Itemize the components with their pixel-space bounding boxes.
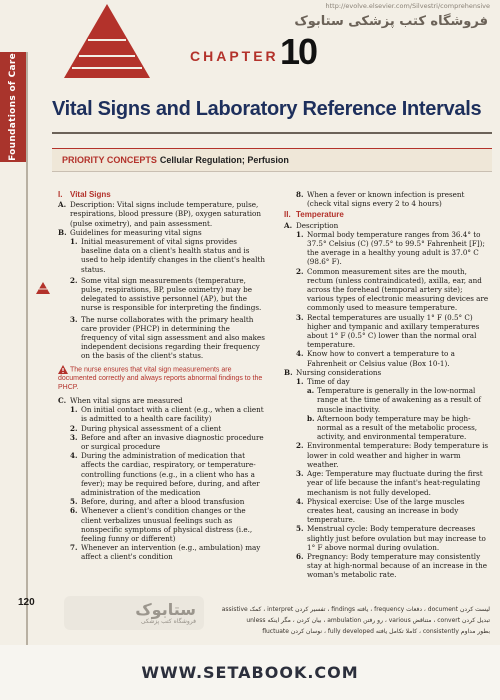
title-rule	[52, 132, 492, 134]
list-item: A. Description: Vital signs include temperature, pulse, respirations, blood pressure (BP), oxygen saturation (pulse oximetry), and pain assessment.	[58, 200, 261, 228]
logo-subtext: فروشگاه کتب پزشکی	[140, 618, 196, 625]
list-item: 4. During the administration of medication that affects the cardiac, respiratory, or temperature-controlling functions (e.g., in a client who has a fever); may be required before, during, and after administration of the medication	[70, 451, 260, 498]
list-item: 2. Common measurement sites are the mouth, rectum (unless contraindicated), axilla, ear, and across the forehead (temporal artery site); various types of electronic measuring devices are commonly used to measure temperature.	[296, 266, 489, 313]
logo-text: ستابوک	[135, 600, 196, 619]
list-item: 3. Rectal temperatures are usually 1° F (0.5° C) higher and tympanic and axillary temperatures about 1° F (0.5° C) lower than the normal oral temperature.	[296, 312, 480, 350]
chapter-label: CHAPTER	[190, 48, 279, 64]
list-item: 1. On initial contact with a client (e.g., when a client is admitted to a health care facility)	[70, 405, 264, 424]
priority-label: PRIORITY CONCEPTS	[62, 155, 157, 165]
page-number: 120	[18, 597, 35, 608]
priority-concepts-bar	[52, 148, 492, 172]
vocab-line: تبدیل کردن convert ، متناقض various ، رو رفتن ambulation ، بیان کردن ، مگر اینکه unless	[246, 617, 490, 624]
section-heading-temperature: II. Temperature	[284, 210, 344, 220]
list-item: 4. Know how to convert a temperature to a Fahrenheit or Celsius value (Box 10-1).	[296, 349, 455, 368]
side-tab-label: Foundations of Care	[8, 53, 18, 161]
list-item: 8. When a fever or known infection is present (check vital signs every 2 to 4 hours)	[296, 190, 465, 209]
list-item: 6. Whenever a client's condition changes or the client verbalizes unusual feelings such as nonspecific symptoms of physical distress (i.e., feeling funny or different)	[70, 506, 253, 544]
list-item: 5. Before, during, and after a blood transfusion	[70, 497, 245, 507]
vocab-line: لیست کردن document ، دفعات frequency ، یافته findings ، تفسیر کردن interpret ، کمک assistive	[221, 606, 490, 613]
priority-value: Cellular Regulation; Perfusion	[159, 155, 289, 165]
list-item: B. Guidelines for measuring vital signs	[58, 227, 202, 237]
vocabulary-notes	[60, 604, 490, 637]
list-item: 3. Before and after an invasive diagnostic procedure or surgical procedure	[70, 432, 264, 452]
list-item: C. When vital signs are measured	[58, 396, 183, 405]
delegation-pyramid-icon	[36, 282, 50, 294]
alert-text: The nurse ensures that vital sign measurements are documented correctly and always reports abnormal findings to the PHCP.	[58, 366, 263, 391]
right-column	[284, 190, 490, 580]
evolve-url: http://evolve.elsevier.com/Silvestri/comprehensive	[325, 2, 490, 10]
list-item: 4. Physical exercise: Use of the large muscles creates heat, causing an increase in body temperature.	[296, 496, 465, 525]
footer-url[interactable]: WWW.SETABOOK.COM	[141, 663, 359, 682]
list-item: B. Nursing considerations	[284, 367, 382, 377]
list-item: 6. Pregnancy: Body temperature may consistently stay at high-normal because of an increase in the woman's metabolic rate.	[296, 551, 487, 580]
list-item: 2. Some vital sign measurements (temperature, pulse, respirations, BP, pulse oximetry) may be delegated to assistive personnel (AP), but the nurse is responsible for interpreting the findings.	[70, 275, 262, 313]
section-side-tab	[0, 52, 26, 162]
nursing-alert	[58, 365, 268, 392]
list-item: 2. During physical assessment of a client	[70, 423, 222, 433]
list-item: 5. Menstrual cycle: Body temperature decreases slightly just before ovulation but may increase to 1° F above normal during ovulation.	[296, 524, 486, 552]
left-column	[58, 190, 268, 562]
store-watermark: فروشگاه کتب پزشکی ستابوک	[294, 14, 488, 29]
list-item: 3. The nurse collaborates with the primary health care provider (PHCP) in determining the frequency of vital sign assessment and also makes independent decisions regarding their frequency on the basis of the client's status.	[70, 314, 265, 361]
vocab-line: بطور مداوم consistently ، کاملا تکامل یافته fully developed ، نوسان کردن fluctuate	[262, 628, 490, 635]
list-item: A. Description	[284, 220, 339, 230]
list-item: 1. Normal body temperature ranges from 36.4° to 37.5° Celsius (C) (97.5° to 99.5° Fahrenheit [F]); the average in a healthy young adult is 37.0° C (98.6° F).	[296, 229, 485, 267]
list-item: b. Afternoon body temperature may be high-normal as a result of the metabolic process, activity, and environmental temperature.	[307, 413, 478, 442]
chapter-number: 10	[280, 31, 317, 72]
list-item: 2. Environmental temperature: Body temperature is lower in cold weather and higher in warm weather.	[296, 441, 489, 469]
list-item: a. Temperature is generally in the low-normal range at the time of awakening as a result of muscle inactivity.	[307, 386, 481, 414]
list-item: 1. Time of day	[296, 377, 350, 387]
side-rule	[26, 52, 28, 652]
pyramid-logo	[52, 0, 162, 80]
footer-band	[0, 645, 500, 700]
alert-triangle-icon	[58, 365, 68, 374]
list-item: 3. Age: Temperature may fluctuate during the first year of life because the infant's heat-regulating mechanism is not fully developed.	[296, 469, 483, 497]
page-title: Vital Signs and Laboratory Reference Intervals	[52, 98, 482, 120]
list-item: 1. Initial measurement of vital signs provides baseline data on a client's health status and is used to help identify changes in the client's health status.	[70, 237, 265, 274]
section-heading-vital-signs: I. Vital Signs	[58, 190, 111, 199]
list-item: 7. Whenever an intervention (e.g., ambulation) may affect a client's condition	[70, 543, 261, 562]
